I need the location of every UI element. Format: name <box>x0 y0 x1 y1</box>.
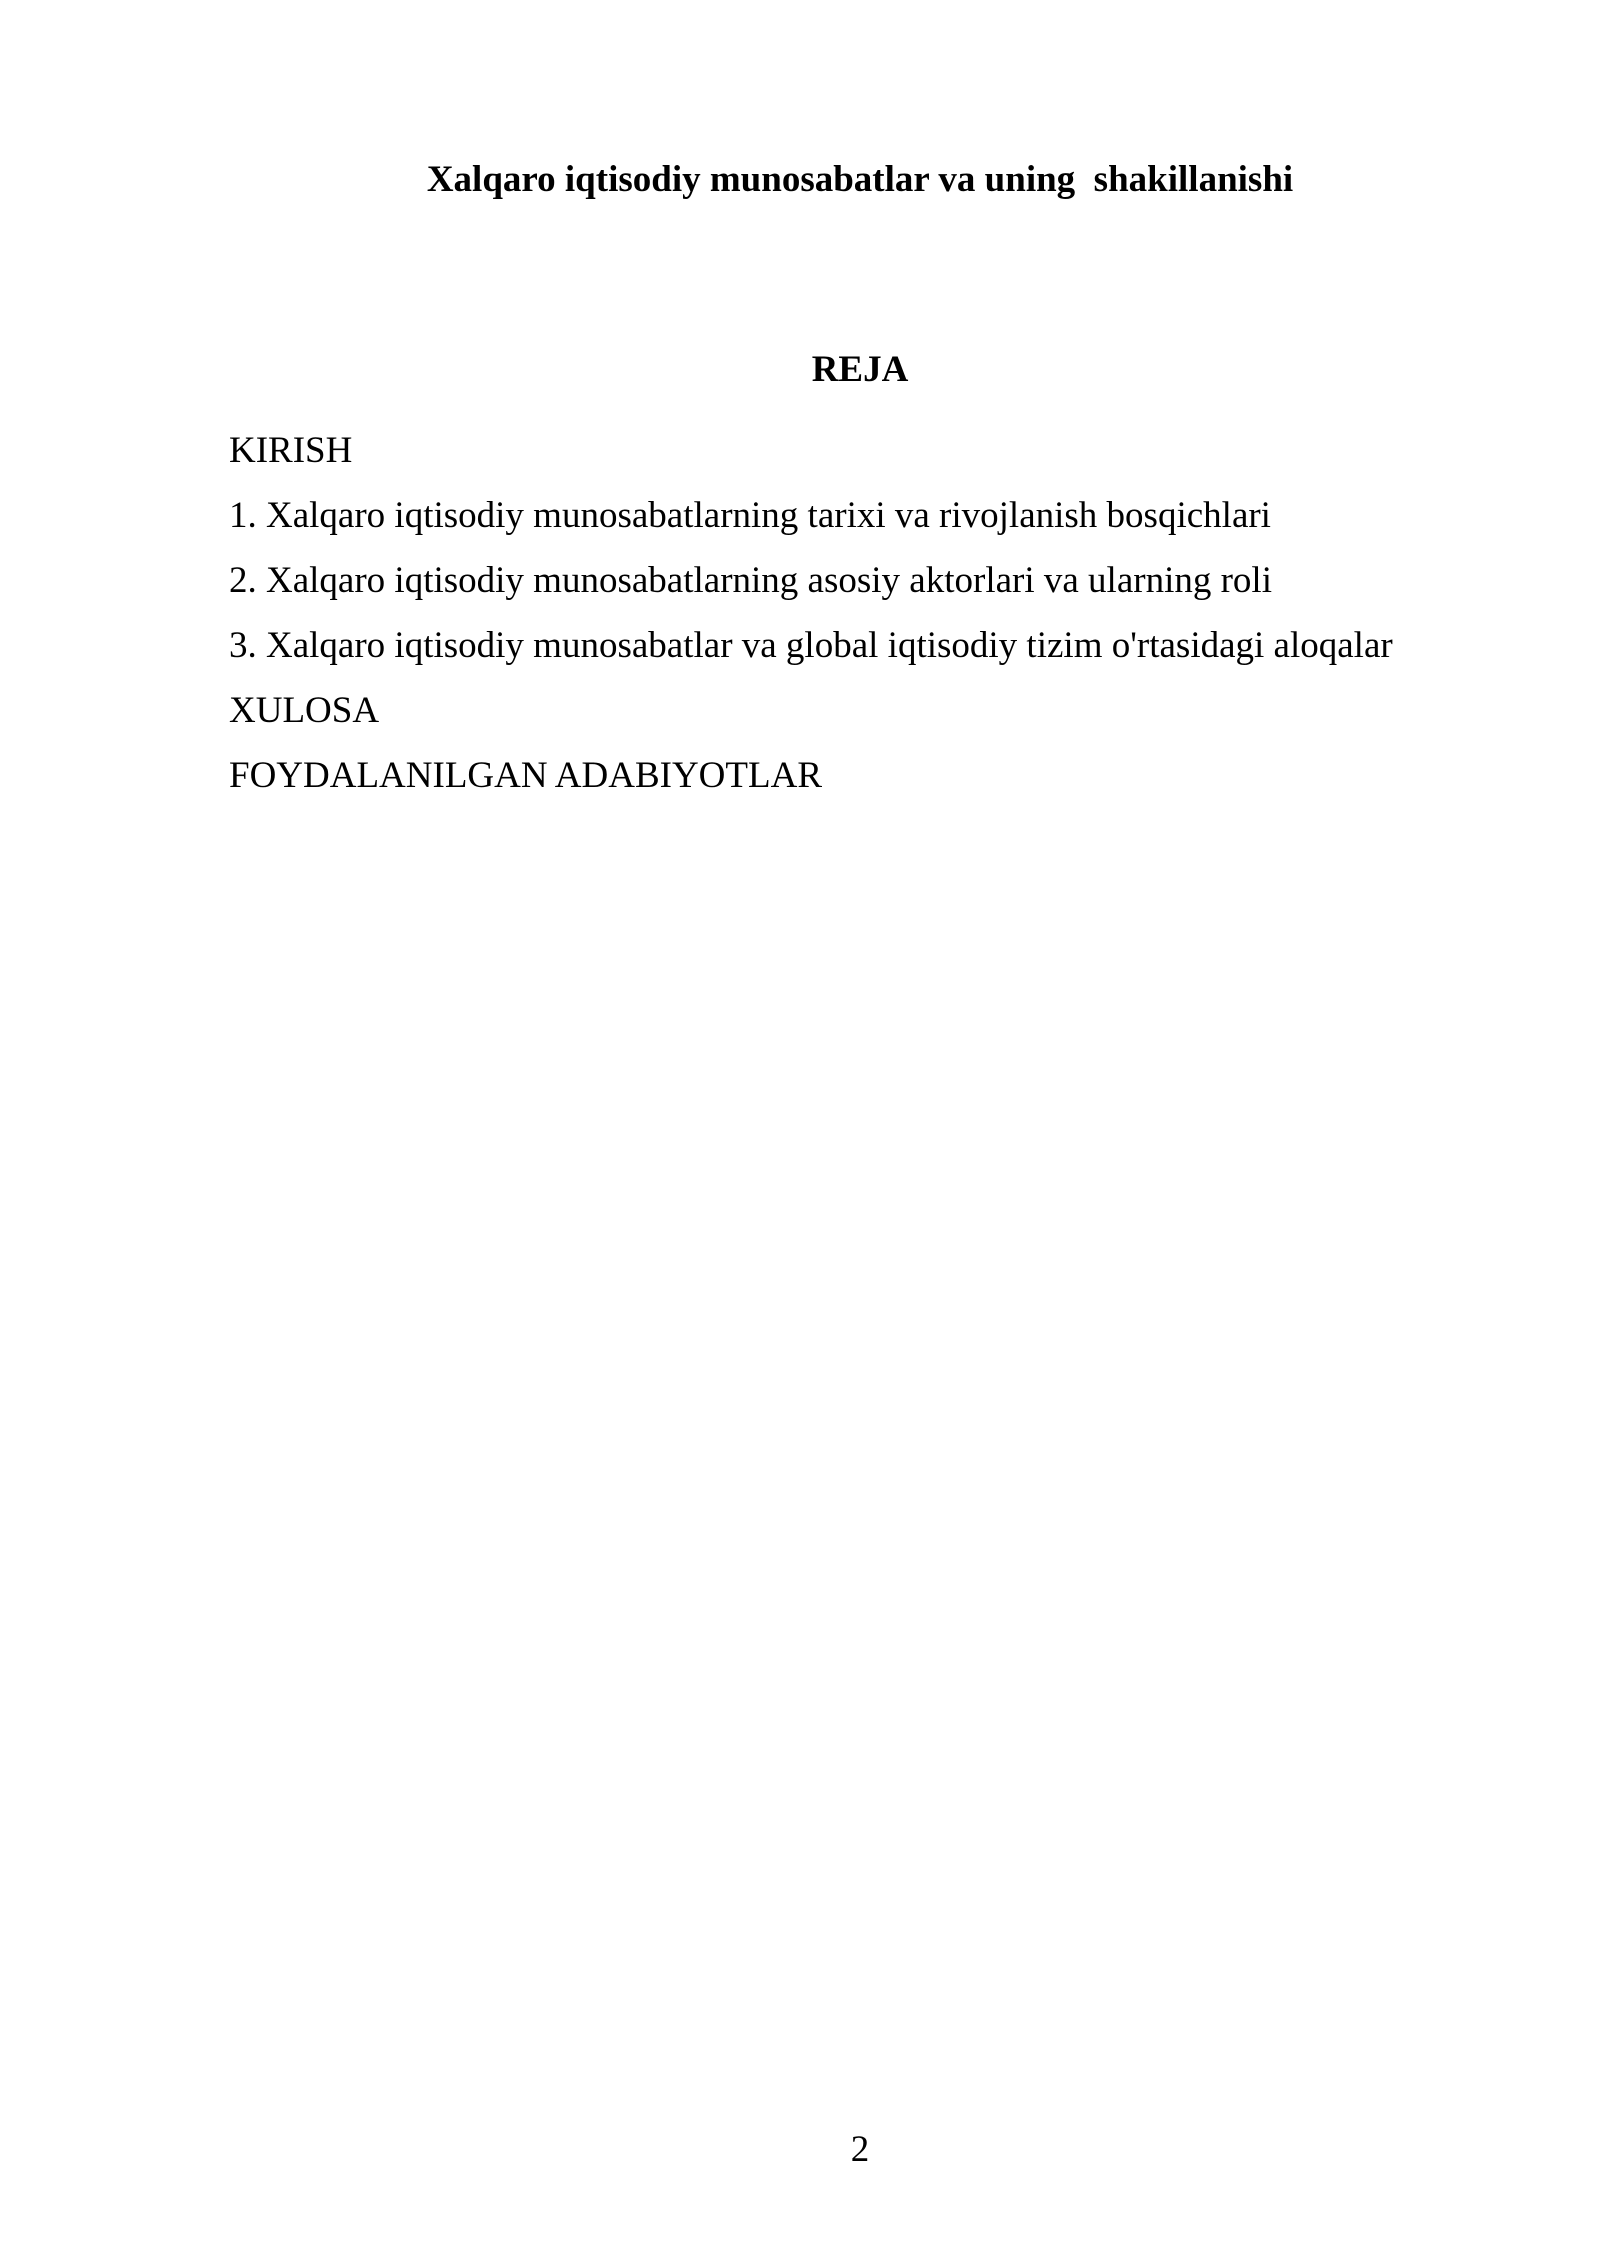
plan-list <box>229 418 1393 808</box>
plan-item-3: 3. Xalqaro iqtisodiy munosabatlar va global iqtisodiy tizim o'rtasidagi aloqalar <box>229 625 1393 666</box>
plan-item-1: 1. Xalqaro iqtisodiy munosabatlarning tarixi va rivojlanish bosqichlari <box>229 495 1271 536</box>
plan-item-introduction: KIRISH <box>229 430 353 471</box>
plan-heading: REJA <box>811 349 909 390</box>
document-title: Xalqaro iqtisodiy munosabatlar va uning shakillanishi <box>426 159 1294 200</box>
page-number: 2 <box>850 2129 870 2170</box>
plan-item-conclusion: XULOSA <box>229 690 380 731</box>
plan-item-references: FOYDALANILGAN ADABIYOTLAR <box>229 755 822 796</box>
plan-item-2: 2. Xalqaro iqtisodiy munosabatlarning asosiy aktorlari va ularning roli <box>229 560 1272 601</box>
